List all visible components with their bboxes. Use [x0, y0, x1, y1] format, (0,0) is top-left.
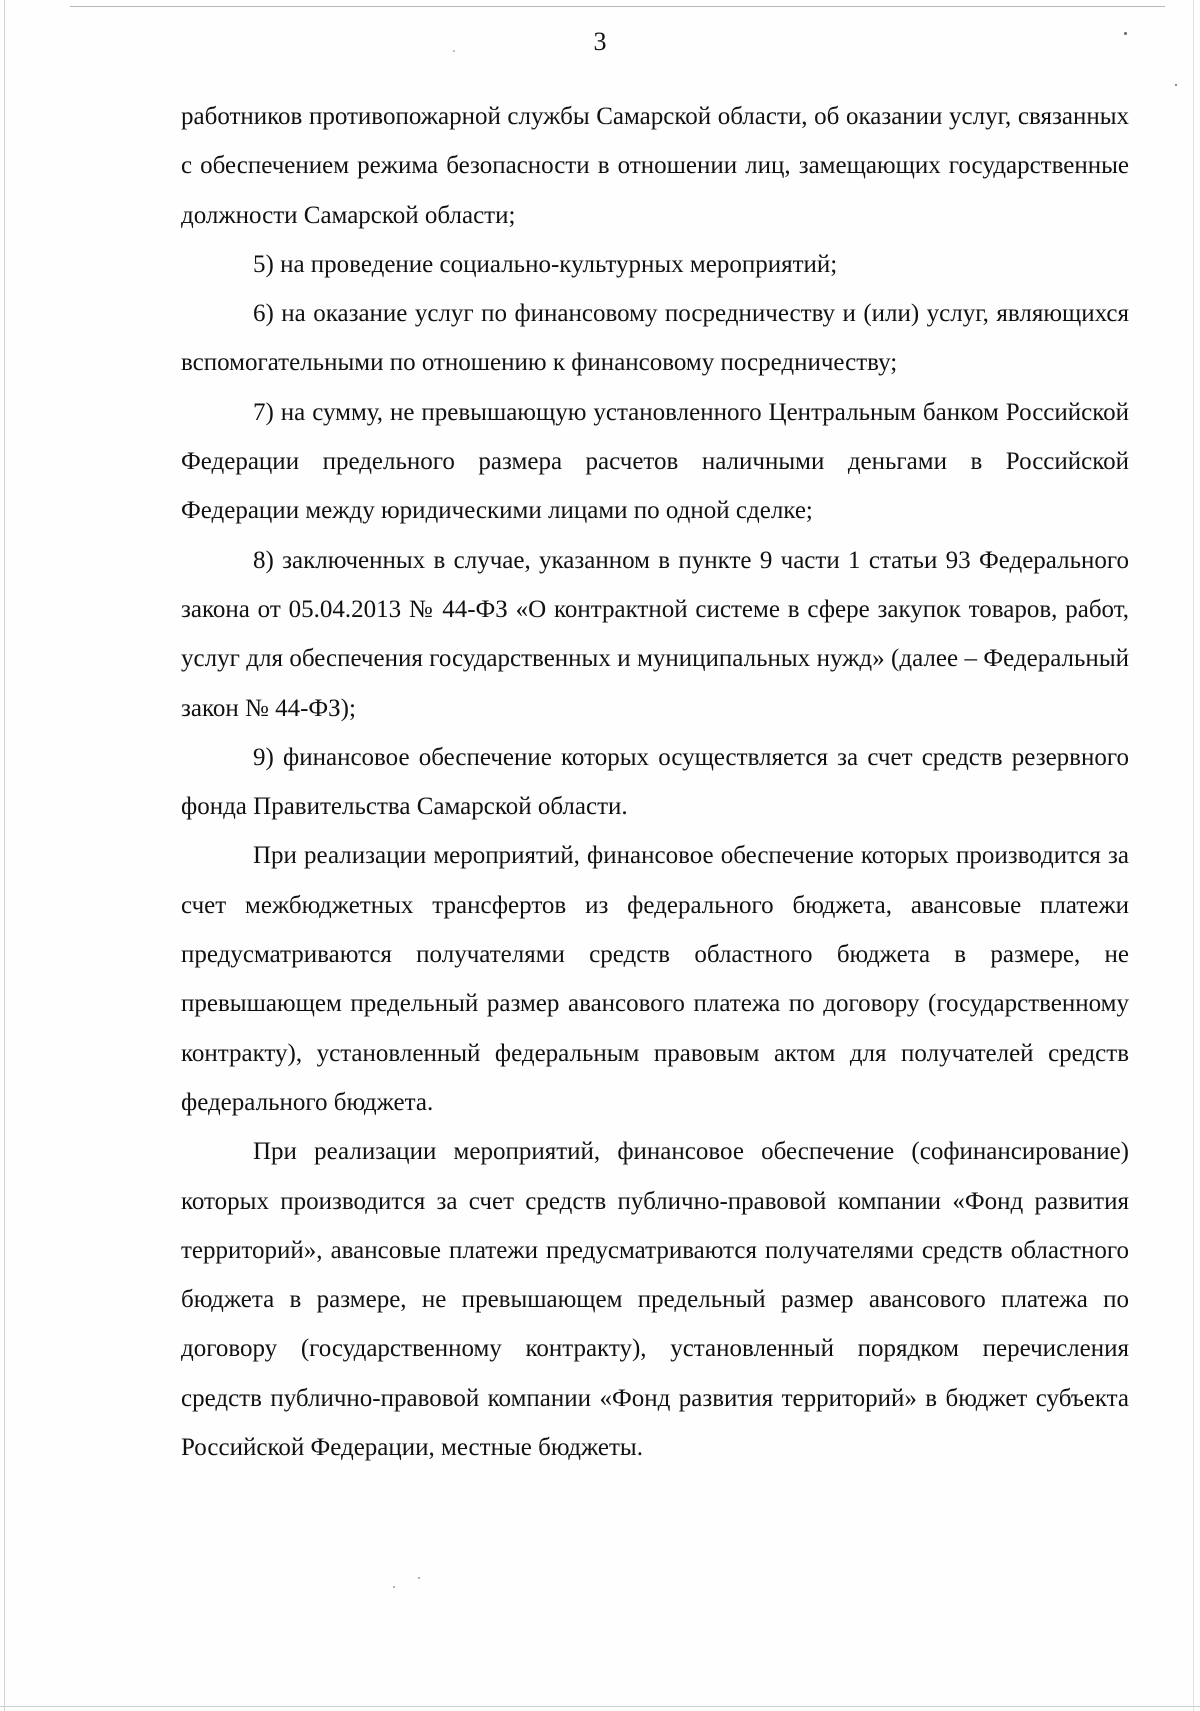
- scan-speck: [1175, 84, 1177, 86]
- list-item-5: 5) на проведение социально-культурных мероприятий;: [253, 250, 838, 278]
- page-number: 3: [593, 27, 607, 56]
- list-item-6: 6) на оказание услуг по финансовому посредничеству и (или) услуг, являющихся вспомогательными по отношению к финансовому посредничеству;: [181, 300, 1129, 377]
- scan-bottom-edge: [0, 1706, 1200, 1707]
- list-item-9: 9) финансовое обеспечение которых осуществляется за счет средств резервного фонда Правительства Самарской области.: [181, 743, 1129, 821]
- paragraph-territory-fund: При реализации мероприятий, финансовое обеспечение (софинансирование) которых производится за счет средств публично-правовой компании «Фонд развития территорий», авансовые платежи предусматриваются получателями средств областного бюджета в размере, не превышающем предельный размер авансового платежа по договору (государственному контракту), установленный порядком перечисления средств публично-правовой компании «Фонд развития территорий» в бюджет субъекта Российской Федерации, местные бюджеты.: [181, 1138, 1129, 1462]
- list-item-8: 8) заключенных в случае, указанном в пункте 9 части 1 статьи 93 Федерального закона от 05.04.2013 № 44-ФЗ «О контрактной системе в сфере закупок товаров, работ, услуг для обеспечения государственных и муниципальных нужд» (далее – Федеральный закон № 44-ФЗ);: [181, 546, 1129, 722]
- paragraph-federal-transfers: При реализации мероприятий, финансовое обеспечение которых производится за счет межбюджетных трансфертов из федерального бюджета, авансовые платежи предусматриваются получателями средств областного бюджета в размере, не превышающем предельный размер авансового платежа по договору (государственному контракту), установленный федеральным правовым актом для получателей средств федерального бюджета.: [181, 842, 1129, 1116]
- paragraph-continuation: работников противопожарной службы Самарской области, об оказании услуг, связанных с обеспечением режима безопасности в отношении лиц, замещающих государственные должности Самарской области;: [181, 103, 1129, 229]
- scan-left-edge: [4, 0, 5, 1711]
- scan-speck: [418, 1577, 420, 1579]
- scan-top-edge: [70, 6, 1165, 7]
- document-body: [181, 92, 1129, 1472]
- scan-speck: [393, 1586, 395, 1588]
- list-item-7: 7) на сумму, не превышающую установленного Центральным банком Российской Федерации предельного размера расчетов наличными деньгами в Российской Федерации между юридическими лицами по одной сделке;: [181, 398, 1129, 525]
- scan-right-edge: [1193, 0, 1194, 1711]
